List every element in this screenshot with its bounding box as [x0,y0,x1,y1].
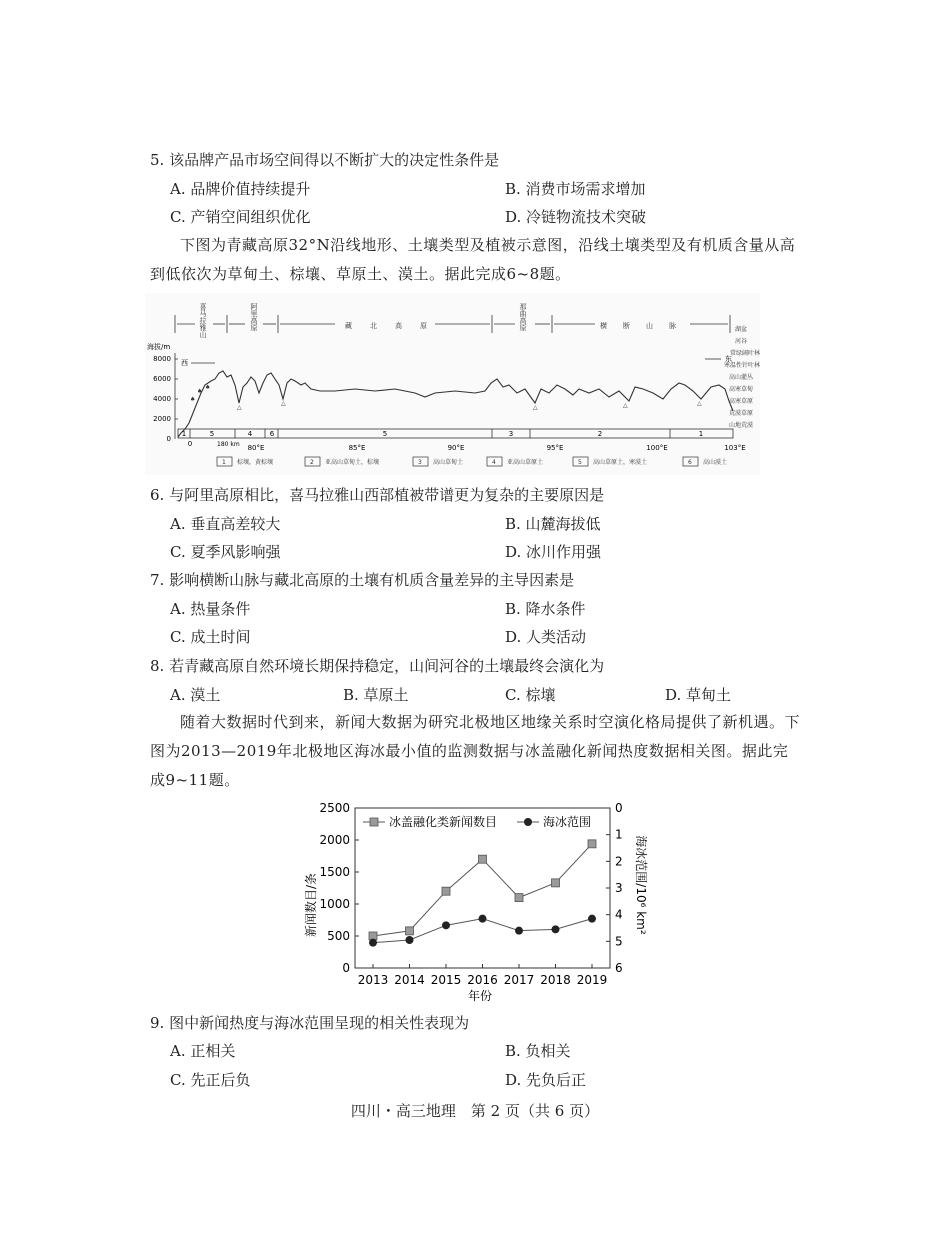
legend-conifer: 寒温性针叶林 [723,362,760,369]
soil-seg-4: 4 [247,430,253,438]
region-hengduan: 横断山脉 [600,322,692,330]
legend-meadow: 高寒草甸 [728,386,753,393]
profile-xtick-95: 95°E [546,444,564,452]
seaice-point [515,927,523,935]
legend-seaice-label: 海冰范围 [543,815,592,829]
svg-text:△: △ [623,402,628,409]
profile-xtick-85: 85°E [348,444,366,452]
chart-xtick: 2013 [357,973,389,987]
chart-ytick-right: 5 [615,934,623,949]
legend-news-marker [370,818,378,826]
q9-option-a: A. 正相关 [170,1042,236,1060]
terrain-profile-figure [145,293,760,475]
q7-option-a: A. 热量条件 [170,600,251,618]
chart-ytick-left: 1000 [319,897,350,911]
soil-seg-1a: 1 [181,430,187,438]
soil-legend-4-label: 亚高山草原土 [507,459,544,466]
chart-ylabel-left: 新闻数目/条 [304,872,318,938]
profile-xtick-90: 90°E [447,444,465,452]
q8-option-b: B. 草原土 [343,686,409,704]
chart-ytick-right: 2 [615,854,623,869]
q9-stem: 9. 图中新闻热度与海冰范围呈现的相关性表现为 [150,1014,470,1032]
chart-ytick-right: 4 [615,907,623,922]
intro-paragraph-9-11: 随着大数据时代到来，新闻大数据为研究北极地区地缘关系时空演化格局提供了新机遇。下图为2013—2019年北极地区海冰最小值的监测数据与冰盖融化新闻热度数据相关图。据此完成9~11题。 [150,713,801,789]
chart-xtick: 2016 [467,973,498,987]
soil-legend-1-label: 棕壤，黄棕壤 [237,459,274,466]
region-naqu: 那曲高原 [519,303,527,331]
profile-xtick-80: 80°E [247,444,265,452]
legend-shrub: 高山灌丛 [728,374,753,381]
chart-ytick-right: 1 [615,827,623,842]
q8-stem: 8. 若青藏高原自然环境长期保持稳定，山间河谷的土壤最终会演化为 [150,657,605,675]
news-point [588,840,596,848]
q7-option-b: B. 降水条件 [505,600,586,618]
intro-paragraph-6-8: 下图为青藏高原32°N沿线地形、土壤类型及植被示意图，沿线土壤类型及有机质含量从高到低依次为草甸土、棕壤、草原土、漠土。据此完成6~8题。 [150,236,796,283]
profile-ytick-6000: 6000 [153,375,171,383]
q6-option-d: D. 冰川作用强 [505,543,602,561]
region-himalaya: 喜马拉雅山 [199,303,207,338]
chart-ytick-right: 6 [615,961,623,975]
q5-option-d: D. 冷链物流技术突破 [505,208,647,226]
legend-desert-steppe: 荒漠草原 [728,410,753,417]
chart-xtick: 2018 [540,973,571,987]
q9-option-b: B. 负相关 [505,1042,571,1060]
q6-stem: 6. 与阿里高原相比，喜马拉雅山西部植被带谱更为复杂的主要原因是 [150,486,605,504]
q7-option-d: D. 人类活动 [505,628,587,646]
direction-east: 东 [725,355,732,363]
chart-xtick: 2015 [430,973,462,987]
soil-legend-4-num: 4 [492,459,496,466]
q8-option-c: C. 棕壤 [505,686,556,704]
soil-seg-5a: 5 [209,430,215,438]
q6-option-b: B. 山麓海拔低 [505,515,601,533]
profile-ylabel: 海拔/m [147,343,171,351]
profile-xtick-0: 0 [187,440,193,448]
chart-ytick-right: 0 [615,801,623,815]
profile-ytick-8000: 8000 [153,355,171,363]
legend-steppe: 高寒草原 [728,398,753,405]
chart-ytick-left: 0 [342,961,350,975]
seaice-point [406,936,414,944]
soil-legend-6-num: 6 [688,459,692,466]
q7-stem: 7. 影响横断山脉与藏北高原的土壤有机质含量差异的主导因素是 [150,571,575,589]
q7-option-c: C. 成土时间 [170,628,251,646]
q8-option-d: D. 草甸土 [665,686,732,704]
profile-ytick-0: 0 [166,435,171,443]
soil-legend-5-label: 高山草原土，寒漠土 [593,459,648,466]
news-point [552,879,560,887]
profile-xtick-100: 100°E [646,444,668,452]
chart-ytick-left: 2500 [319,801,350,815]
soil-seg-5b: 5 [382,430,388,438]
svg-text:△: △ [237,404,242,411]
region-ali: 阿里高原 [250,303,258,331]
news-seaice-chart [295,795,655,1010]
seaice-point [588,915,596,923]
svg-text:△: △ [533,404,538,411]
soil-seg-2: 2 [597,430,603,438]
legend-news-label: 冰盖融化类新闻数目 [389,815,498,829]
seaice-point [552,925,560,933]
seaice-point [442,921,450,929]
legend-lake-basin: 湖盆 [734,326,747,333]
svg-text:♠: ♠ [205,384,211,391]
news-point [479,855,487,863]
q6-option-c: C. 夏季风影响强 [170,543,281,561]
profile-ytick-4000: 4000 [153,395,171,403]
svg-text:♠: ♠ [190,396,196,403]
chart-ylabel-right: 海冰范围/10⁶ km² [634,835,648,935]
profile-xtick-103: 103°E [724,444,746,452]
q8-option-a: A. 漠土 [170,686,221,704]
profile-scale: 180 km [217,441,240,448]
news-point [406,927,414,935]
soil-seg-3: 3 [508,430,514,438]
chart-ytick-right: 3 [615,881,623,895]
soil-legend-5-num: 5 [578,459,582,466]
q9-option-c: C. 先正后负 [170,1071,251,1089]
q6-option-a: A. 垂直高差较大 [170,515,281,533]
soil-legend-1-num: 1 [222,459,226,466]
chart-xtick: 2017 [503,973,535,987]
legend-seaice-marker [524,818,532,826]
soil-legend-3-num: 3 [418,459,422,466]
chart-ytick-left: 1500 [319,865,350,879]
profile-ytick-2000: 2000 [153,415,171,423]
q5-option-a: A. 品牌价值持续提升 [170,180,311,198]
region-zangbei: 藏北高原 [345,322,445,330]
legend-mountain-desert: 山地荒漠 [728,422,753,429]
svg-text:♠: ♠ [197,388,203,395]
chart-xtick: 2014 [394,973,425,987]
chart-plot-frame [355,808,610,968]
q5-option-c: C. 产销空间组织优化 [170,208,311,226]
soil-seg-6: 6 [269,430,275,438]
seaice-point [479,915,487,923]
page-footer: 四川・高三地理 第 2 页（共 6 页） [350,1102,600,1120]
q9-option-d: D. 先负后正 [505,1071,587,1089]
chart-xlabel: 年份 [467,989,493,1003]
chart-ytick-left: 2000 [319,833,350,847]
legend-broadleaf: 常绿阔叶林 [729,350,760,357]
legend-valley: 河谷 [734,338,747,345]
soil-legend-6-label: 高山漠土 [703,459,728,466]
news-point [515,894,523,902]
chart-xtick: 2019 [576,973,608,987]
q5-option-b: B. 消费市场需求增加 [505,180,646,198]
soil-legend-2-label: 亚高山草甸土，棕壤 [325,459,380,466]
soil-seg-1b: 1 [698,430,704,438]
svg-text:△: △ [697,400,702,407]
soil-legend-2-num: 2 [310,459,314,466]
seaice-point [369,939,377,947]
chart-ytick-left: 500 [327,929,350,943]
direction-west: 西 [181,359,188,367]
news-point [442,887,450,895]
soil-legend-3-label: 高山草甸土 [433,459,464,466]
svg-text:△: △ [281,400,286,407]
q5-stem: 5. 该品牌产品市场空间得以不断扩大的决定性条件是 [150,151,500,169]
